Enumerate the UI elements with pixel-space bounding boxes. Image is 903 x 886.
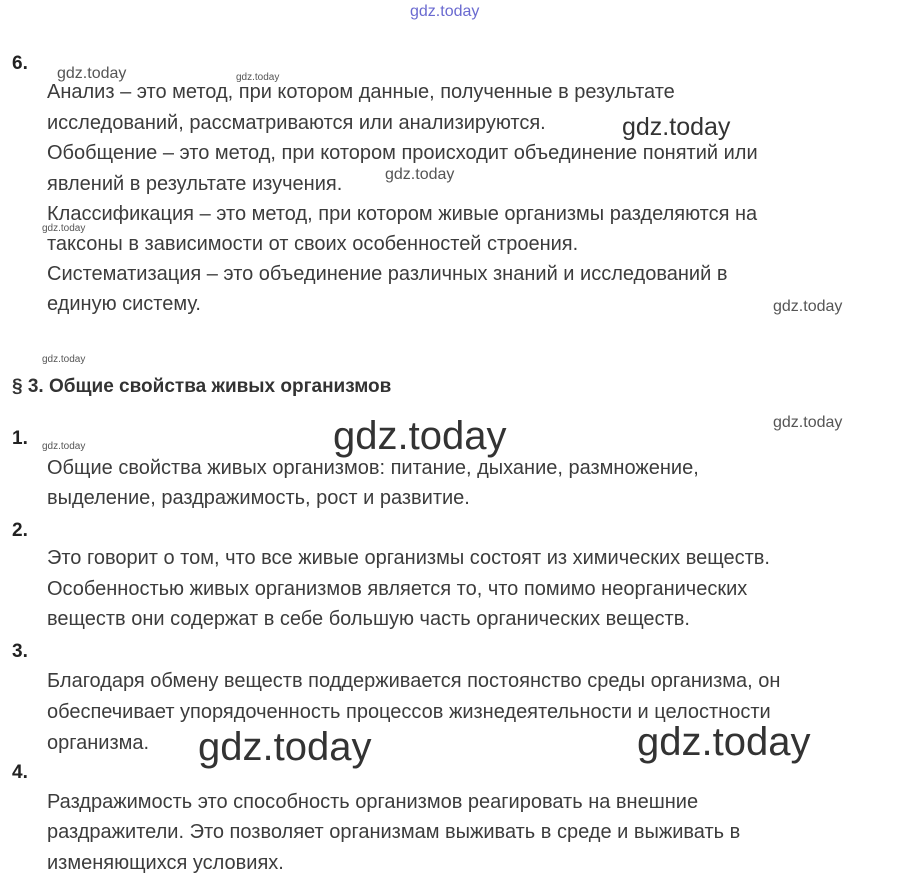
text-line: Особенностью живых организмов является то, что помимо неорганических: [47, 578, 748, 600]
question-number: 4.: [12, 762, 28, 783]
watermark: gdz.today: [42, 441, 86, 452]
text-line: исследований, рассматриваются или анализируются.: [47, 112, 546, 134]
text-line: раздражители. Это позволяет организмам выживать в среде и выживать в: [47, 821, 741, 843]
text-line: организма.: [47, 732, 150, 754]
text-line: Анализ – это метод, при котором данные, полученные в результате: [47, 81, 675, 103]
text-line: изменяющихся условиях.: [47, 852, 284, 874]
question-number: 3.: [12, 641, 28, 662]
watermark: gdz.today: [198, 725, 372, 769]
text-line: Систематизация – это объединение различных знаний и исследований в: [47, 263, 728, 285]
watermark: gdz.today: [773, 414, 843, 431]
text-line: веществ они содержат в себе большую часть органических веществ.: [47, 608, 690, 630]
text-line: Классификация – это метод, при котором живые организмы разделяются на: [47, 203, 758, 225]
text-line: Раздражимость это способность организмов реагировать на внешние: [47, 791, 699, 813]
question-number: 2.: [12, 520, 28, 541]
watermark-top: gdz.today: [410, 3, 480, 20]
watermark: gdz.today: [42, 223, 86, 234]
text-line: Обобщение – это метод, при котором происходит объединение понятий или: [47, 142, 758, 164]
question-number: 1.: [12, 428, 28, 449]
text-line: Это говорит о том, что все живые организмы состоят из химических веществ.: [47, 547, 770, 569]
watermark: gdz.today: [622, 113, 731, 141]
text-line: единую систему.: [47, 293, 201, 315]
text-line: Благодаря обмену веществ поддерживается постоянство среды организма, он: [47, 670, 781, 692]
watermark: gdz.today: [333, 414, 507, 458]
text-line: обеспечивает упорядоченность процессов жизнедеятельности и целостности: [47, 701, 771, 723]
section-title: § 3. Общие свойства живых организмов: [12, 376, 392, 397]
watermark: gdz.today: [637, 720, 811, 764]
text-line: таксоны в зависимости от своих особенностей строения.: [47, 233, 579, 255]
watermark: gdz.today: [57, 65, 127, 82]
watermark: gdz.today: [773, 298, 843, 315]
text-line: Общие свойства живых организмов: питание, дыхание, размножение,: [47, 457, 699, 479]
watermark: gdz.today: [42, 354, 86, 365]
text-line: выделение, раздражимость, рост и развитие.: [47, 487, 470, 509]
text-line: явлений в результате изучения.: [47, 173, 343, 195]
watermark: gdz.today: [385, 166, 455, 183]
watermark: gdz.today: [236, 72, 280, 83]
task-number: 6.: [12, 53, 28, 74]
